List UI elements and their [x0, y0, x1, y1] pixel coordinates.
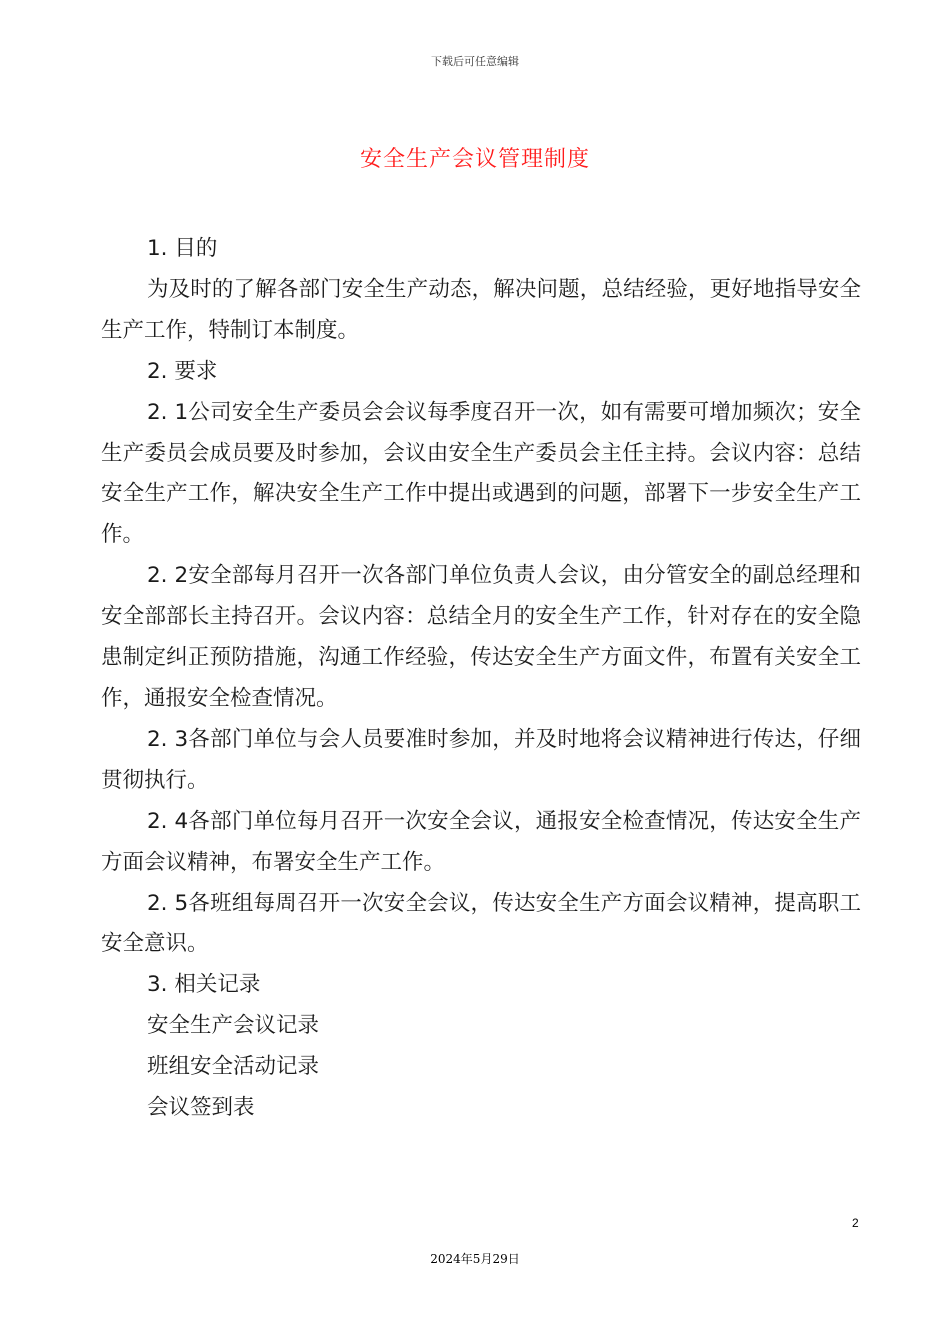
section-heading-purpose: 1. 目的 — [147, 236, 218, 261]
footer-date: 2024年5月29日 — [430, 1252, 520, 1266]
document-body — [101, 229, 861, 1129]
record-item: 班组安全活动记录 — [147, 1054, 320, 1080]
paragraph-2-2: 2. 2安全部每月召开一次各部门单位负责人会议，由分管安全的副总经理和安全部部长主持召开。会议内容：总结全月的安全生产工作，针对存在的安全隐患制定纠正预防措施，沟通工作经验，传达安全生产方面文件，布置有关安全工作，通报安全检查情况。 — [101, 563, 861, 711]
section-heading-records: 3. 相关记录 — [147, 972, 261, 998]
paragraph-purpose: 为及时的了解各部门安全生产动态，解决问题，总结经验，更好地指导安全生产工作，特制订本制度。 — [101, 276, 861, 343]
paragraph-2-5: 2. 5各班组每周召开一次安全会议，传达安全生产方面会议精神，提高职工安全意识。 — [101, 890, 861, 957]
header-note: 下载后可任意编辑 — [431, 55, 519, 68]
record-item: 会议签到表 — [147, 1095, 255, 1121]
paragraph-2-1: 2. 1公司安全生产委员会会议每季度召开一次，如有需要可增加频次；安全生产委员会成员要及时参加，会议由安全生产委员会主任主持。会议内容：总结安全生产工作，解决安全生产工作中提出或遇到的问题，部署下一步安全生产工作。 — [101, 399, 861, 548]
section-heading-requirements: 2. 要求 — [147, 358, 218, 384]
record-item: 安全生产会议记录 — [147, 1013, 320, 1039]
paragraph-2-3: 2. 3各部门单位与会人员要准时参加，并及时地将会议精神进行传达，仔细贯彻执行。 — [101, 726, 861, 793]
document-title: 安全生产会议管理制度 — [359, 147, 590, 172]
page-number: 2 — [852, 1216, 859, 1230]
paragraph-2-4: 2. 4各部门单位每月召开一次安全会议，通报安全检查情况，传达安全生产方面会议精神，布署安全生产工作。 — [101, 808, 861, 875]
